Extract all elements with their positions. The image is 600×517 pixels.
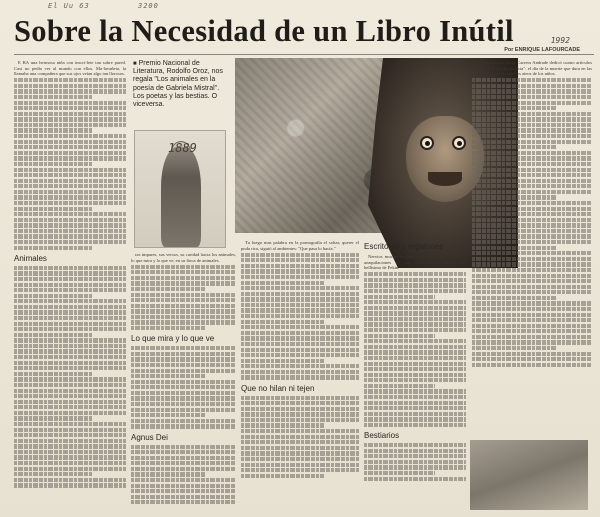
section-bestiarios: Bestiarios [364, 431, 400, 441]
section-lo-que-mira: Lo que mira y lo que ve [131, 334, 215, 344]
handwritten-note-left: El Uu 63 [48, 2, 90, 10]
col2-intro: ras impares, sus versos, su caridad hacia los animales, lo que mira y lo que ve, en su finca de animales. [131, 252, 236, 263]
col1-intro: E RA una hermosa niña con inscri-lete tan sobre pared. Casi no pedía ver al mundo con ellos. Ma-lavañeta, la llamaba una compañera que sus ojos veían algo tan llorosos. [14, 60, 126, 77]
byline: Por ENRIQUE LAFOURCADE [504, 47, 580, 53]
caption-text: Premio Nacional de Literatura, Rodolfo Oroz, nos regala "Los animales en la poesía de Gabriela Mistral". Los poetas y las bestias. O viceversa. [133, 60, 223, 109]
handwritten-note-mid: 3200 [138, 2, 159, 10]
col5-intro: El ensanchador Jorge Carrera Andrade dedicó cuatro artículos al estudio "La vida perfecta": el día de la muerte que dura en las calles, el río en el cielo los ateos de los niños. [472, 60, 592, 77]
section-agnus-dei: Agnus Dei [131, 432, 168, 442]
header-rule [14, 54, 594, 55]
photo-bottom-right [470, 440, 588, 510]
column-4 [364, 238, 466, 512]
col3-intro: Tu luego mas palabra en la pornografía el soltar, querer el poda rica, siguió al ambientes: "Que pasa lo hacía." [241, 240, 359, 251]
column-2 [131, 252, 236, 512]
column-5 [472, 60, 592, 436]
headline: Sobre la Necesidad de un Libro Inútil [14, 14, 514, 48]
photo-year-note: 1889 [168, 141, 197, 155]
section-que-no-hilan: Que no hilan ni tejen [241, 383, 315, 393]
handwritten-date: 1992 [550, 36, 570, 45]
section-escritores: Escritores y regalones [364, 242, 444, 251]
caption-bullet: ■ [133, 61, 137, 67]
photo-caption [133, 60, 227, 109]
section-animales: Animales [14, 253, 47, 263]
column-3 [241, 240, 359, 512]
column-1 [14, 60, 126, 512]
col4-intro: Nervios mucho los perros. Un soliloquio sobre la azaquilaciones de sus nacimientos, decían del bellísimo de Pekin. [364, 254, 466, 271]
